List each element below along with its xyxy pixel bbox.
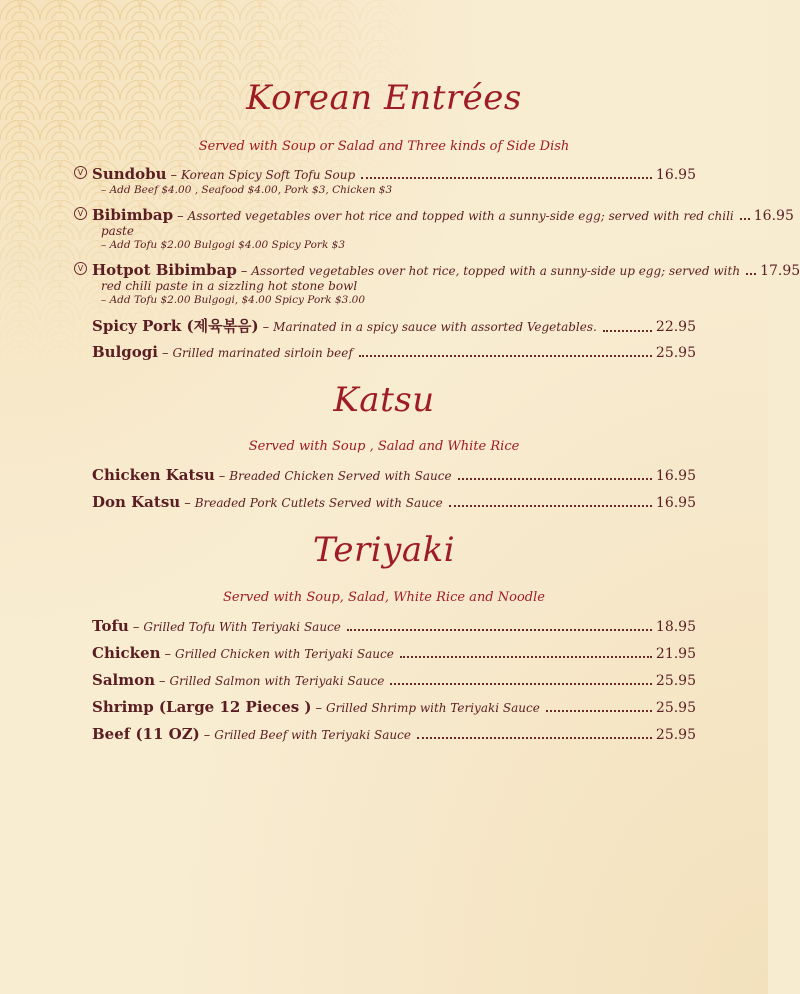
menu-item-bulgogi: [74, 343, 696, 361]
item-name: Spicy Pork (제육볶음): [92, 317, 259, 335]
item-description: Korean Spicy Soft Tofu Soup: [181, 168, 356, 182]
item-price: 25.95: [655, 673, 696, 689]
dot-leader: [347, 629, 652, 631]
dash-separator: –: [170, 168, 178, 183]
item-price: 16.95: [655, 495, 696, 511]
item-name: Don Katsu: [92, 493, 181, 511]
item-description-continuation: red chili paste in a sizzling hot stone bowl: [101, 279, 358, 293]
item-description: Marinated in a spicy sauce with assorted Vegetables.: [273, 320, 597, 334]
item-name: Tofu: [92, 617, 129, 635]
menu-item-sundobu: [74, 165, 696, 197]
dash-separator: –: [218, 469, 226, 484]
dot-leader: [361, 177, 652, 179]
item-description: Breaded Pork Cutlets Served with Sauce: [194, 496, 443, 510]
vegetarian-icon: V: [74, 262, 87, 275]
item-description: Grilled Salmon with Teriyaki Sauce: [169, 674, 385, 688]
dash-separator: –: [203, 728, 211, 743]
item-description: Assorted vegetables over hot rice and topped with a sunny-side egg; served with red chili: [187, 209, 734, 223]
dot-leader: [458, 478, 652, 480]
dot-leader: [359, 355, 652, 357]
item-description: Grilled Tofu With Teriyaki Sauce: [143, 620, 341, 634]
menu-item-don-katsu: [74, 493, 696, 511]
item-name: Shrimp (Large 12 Pieces ): [92, 698, 312, 716]
menu-item-teriyaki-chicken: [74, 644, 696, 662]
item-price: 17.95: [760, 263, 800, 279]
item-price: 18.95: [655, 619, 696, 635]
section-title-katsu: Katsu: [333, 380, 435, 420]
dot-leader: [603, 330, 652, 332]
vegetarian-icon: V: [74, 166, 87, 179]
menu-item-teriyaki-salmon: [74, 671, 696, 689]
item-name: Bibimbap: [92, 206, 174, 224]
dash-separator: –: [240, 264, 248, 279]
dash-separator: –: [184, 496, 191, 511]
dot-leader: [449, 505, 652, 507]
vegetarian-icon: V: [74, 207, 87, 220]
section-subtitle-teriyaki: Served with Soup, Salad, White Rice and Noodle: [223, 590, 545, 605]
dash-separator: –: [177, 209, 184, 224]
menu-item-chicken-katsu: [74, 466, 696, 484]
item-description: Breaded Chicken Served with Sauce: [229, 469, 452, 483]
section-subtitle-korean-entrees: Served with Soup or Salad and Three kinds of Side Dish: [198, 139, 570, 154]
dot-leader: [400, 656, 652, 658]
dash-separator: –: [164, 647, 172, 662]
item-description-continuation: paste: [101, 224, 134, 238]
item-price: 25.95: [655, 700, 696, 716]
item-name: Hotpot Bibimbap: [92, 261, 237, 279]
dash-separator: –: [161, 346, 169, 361]
item-description: Grilled Shrimp with Teriyaki Sauce: [326, 701, 540, 715]
item-description: Assorted vegetables over hot rice, topped with a sunny-side up egg; served with: [251, 264, 741, 278]
item-name: Sundobu: [92, 165, 167, 183]
dot-leader: [390, 683, 652, 685]
menu-item-teriyaki-shrimp: [74, 698, 696, 716]
item-name: Chicken Katsu: [92, 466, 215, 484]
dot-leader: [546, 710, 652, 712]
dash-separator: –: [159, 674, 166, 689]
item-addon: – Add Beef $4.00 , Seafood $4.00, Pork $3, Chicken $3: [101, 184, 393, 196]
menu-item-teriyaki-tofu: [74, 617, 696, 635]
dash-separator: –: [132, 620, 140, 635]
section-title-korean-entrees: Korean Entrées: [246, 78, 522, 118]
item-price: 16.95: [655, 167, 696, 183]
item-name: Chicken: [92, 644, 161, 662]
section-title-teriyaki: Teriyaki: [312, 530, 456, 570]
menu-item-spicy-pork: [74, 315, 696, 336]
section-subtitle-katsu: Served with Soup , Salad and White Rice: [248, 439, 520, 454]
dot-leader: [746, 273, 756, 275]
menu-item-teriyaki-beef: [74, 725, 696, 743]
item-price: 25.95: [655, 727, 696, 743]
item-name: Salmon: [92, 671, 156, 689]
menu-item-bibimbap: [74, 206, 794, 252]
item-description: Grilled Beef with Teriyaki Sauce: [214, 728, 411, 742]
item-description: Grilled marinated sirloin beef: [172, 346, 353, 360]
item-name: Bulgogi: [92, 343, 158, 361]
item-addon: – Add Tofu $2.00 Bulgogi, $4.00 Spicy Pork $3.00: [101, 294, 366, 306]
dot-leader: [740, 218, 750, 220]
item-price: 21.95: [655, 646, 696, 662]
item-addon: – Add Tofu $2.00 Bulgogi $4.00 Spicy Pork $3: [101, 239, 346, 251]
item-description: Grilled Chicken with Teriyaki Sauce: [175, 647, 394, 661]
dash-separator: –: [262, 320, 270, 335]
item-price: 25.95: [655, 345, 696, 361]
item-name: Beef (11 OZ): [92, 725, 200, 743]
item-price: 22.95: [655, 319, 696, 335]
item-price: 16.95: [655, 468, 696, 484]
menu-item-hotpot-bibimbap: [74, 261, 800, 307]
dash-separator: –: [315, 701, 322, 716]
dot-leader: [417, 737, 652, 739]
item-price: 16.95: [753, 208, 794, 224]
